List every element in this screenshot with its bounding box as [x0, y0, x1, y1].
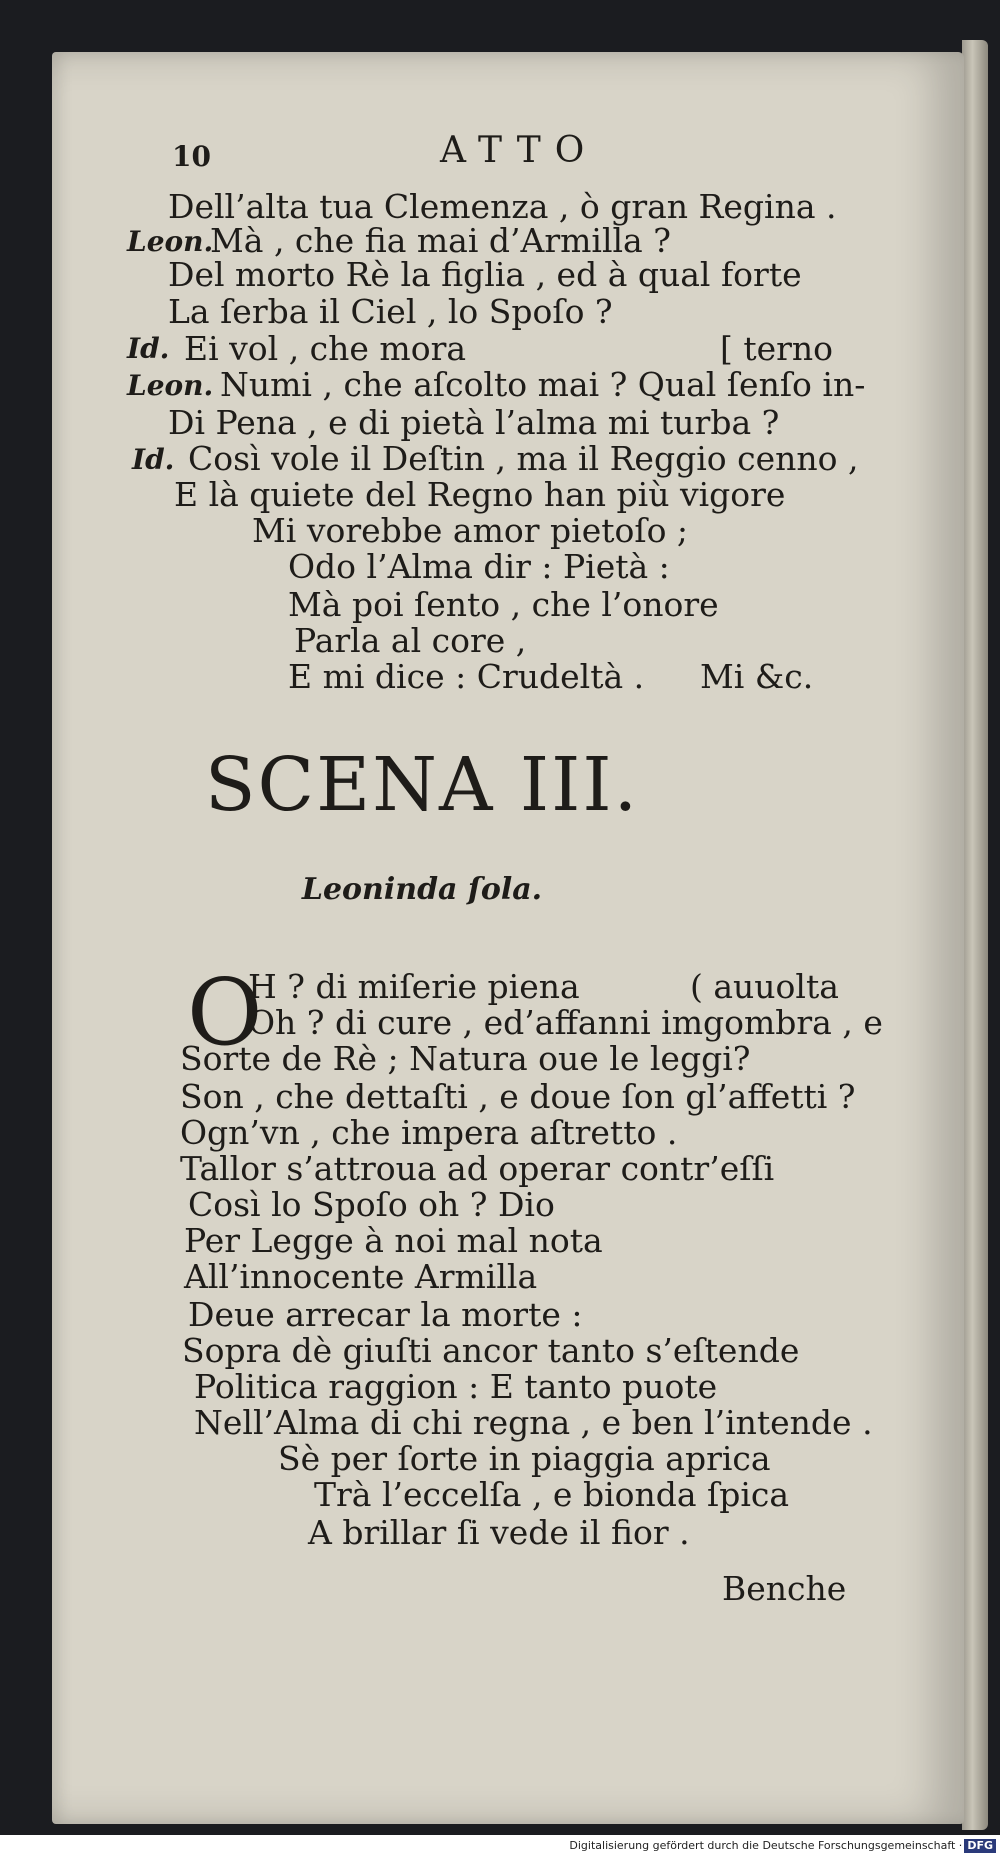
- book-fore-edge: [962, 40, 988, 1830]
- text-line: Trà l’eccelſa , e bionda ſpica: [314, 1475, 790, 1514]
- footer-credit: [0, 1835, 1000, 1857]
- text-line: Oh ? di cure , ed’affanni imgombra , e: [248, 1003, 883, 1042]
- text-line: Sopra dè giuſti ancor tanto s’eſtende: [182, 1331, 800, 1370]
- catchword: Benche: [722, 1569, 847, 1608]
- drop-cap: O: [187, 959, 263, 1066]
- text-line: Parla al core ,: [294, 621, 527, 660]
- text-line: Son , che dettaſti , e doue ſon gl’affetti ?: [180, 1077, 856, 1116]
- text-line: Del morto Rè la figlia , ed à qual forte: [168, 255, 802, 294]
- text-line: Sè per ſorte in piaggia aprica: [278, 1439, 771, 1478]
- text-line: Odo l’Alma dir : Pietà :: [288, 547, 670, 586]
- text-line: Di Pena , e di pietà l’alma mi turba ?: [168, 403, 780, 442]
- text-line: Politica raggion : E tanto puote: [194, 1367, 718, 1406]
- text-line: Così vole il Deſtin , ma il Reggio cenno ,: [188, 439, 859, 478]
- text-line: A brillar ſi vede il fior .: [308, 1513, 690, 1552]
- text-line: E là quiete del Regno han più vigore: [174, 475, 786, 514]
- text-line: Ogn’vn , che impera aſtretto .: [180, 1113, 678, 1152]
- text-line: Dell’alta tua Clemenza , ò gran Regina .: [168, 187, 837, 226]
- text-line: Deue arrecar la morte :: [188, 1295, 583, 1334]
- text-line: Così lo Spoſo oh ? Dio: [188, 1185, 555, 1224]
- text-line: Mà , che fia mai d’Armilla ?: [210, 221, 671, 260]
- text-line-refrain: Mi &c.: [700, 657, 814, 696]
- speaker-label: Id.: [127, 332, 170, 365]
- scene-subtitle: Leoninda ſola.: [301, 872, 543, 907]
- text-line: Mi vorebbe amor pietoſo ;: [252, 511, 689, 550]
- text-line-bracket: [ terno: [720, 329, 834, 368]
- text-line: Per Legge à noi mal nota: [184, 1221, 603, 1260]
- scene-title: SCENA III.: [204, 742, 640, 828]
- text-line: Tallor s’attroua ad operar contr’eſſi: [180, 1149, 775, 1188]
- text-line: E mi dice : Crudeltà .: [288, 657, 645, 696]
- speaker-label: Leon.: [127, 225, 214, 258]
- speaker-label: Id.: [132, 443, 175, 476]
- text-line: H ? di miſerie piena: [248, 967, 580, 1006]
- running-title: ATTO: [440, 130, 599, 171]
- dfg-logo: DFG: [964, 1839, 996, 1853]
- text-line: Sorte de Rè ; Natura oue le leggi?: [180, 1039, 751, 1078]
- page-number: 10: [172, 140, 211, 173]
- text-line-bracket: ( auuolta: [690, 967, 839, 1006]
- book-page: [52, 52, 964, 1824]
- text-line: Nell’Alma di chi regna , e ben l’intende .: [194, 1403, 873, 1442]
- text-line: Mà poi ſento , che l’onore: [288, 585, 719, 624]
- text-line: La ſerba il Ciel , lo Spoſo ?: [168, 292, 613, 331]
- footer-text: Digitalisierung gefördert durch die Deutsche Forschungsgemeinschaft ·: [569, 1839, 963, 1852]
- speaker-label: Leon.: [127, 369, 214, 402]
- text-line: Ei vol , che mora: [184, 329, 467, 368]
- text-line: All’innocente Armilla: [184, 1257, 538, 1296]
- text-line: Numi , che aſcolto mai ? Qual ſenſo in-: [220, 365, 866, 404]
